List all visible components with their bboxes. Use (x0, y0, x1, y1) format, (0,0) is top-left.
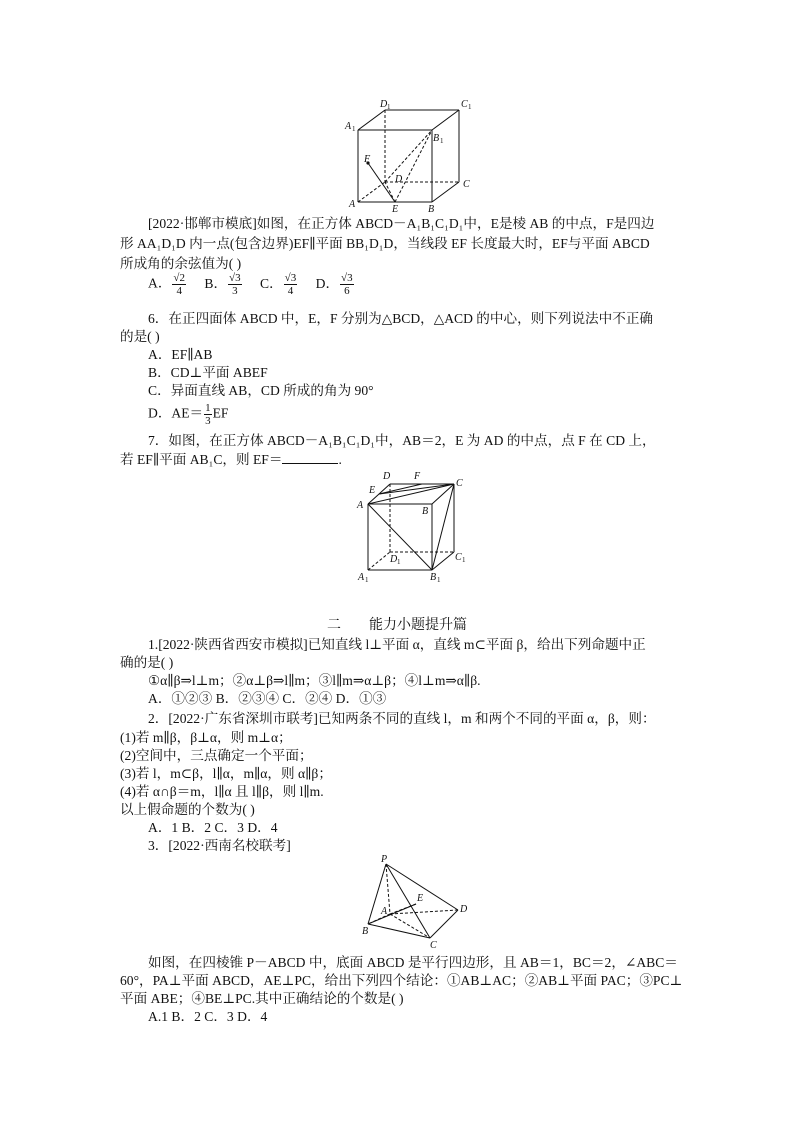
label-c: C (456, 478, 463, 489)
p1-stem-line2: 确的是( ) (120, 655, 174, 670)
q5-option-b-fraction: $\frac{√3}{3}$ (229, 272, 241, 297)
q6-option-d: D．AE＝ $\frac{1}{3}$ EF (148, 402, 229, 427)
label-p: P (381, 854, 388, 865)
label-b: B (428, 204, 435, 214)
svg-text:1: 1 (397, 558, 401, 566)
svg-text:1: 1 (440, 137, 444, 145)
pyramid-figure-p3 (362, 852, 472, 950)
p1-propositions: ①α∥β⇒l⊥m；②α⊥β⇒l∥m；③l∥m⇒α⊥β；④l⊥m⇒α∥β. (148, 673, 481, 688)
p2-statement-2: (2)空间中，三点确定一个平面； (120, 748, 313, 763)
p2-statement-4: (4)若 α∩β＝m，l∥α 且 l∥β，则 l∥m. (120, 784, 324, 799)
cube-figure-q7 (350, 466, 475, 584)
q5-stem-line1: [2022·邯郸市模底]如图，在正方体 ABCD－A₁B₁C₁D₁中，E是棱 AB 的中点，F是四边 (148, 216, 655, 231)
label-e: E (392, 204, 399, 214)
svg-text:1: 1 (387, 103, 391, 111)
section-title: 能力小题提升篇 (369, 618, 467, 633)
label-e: E (417, 893, 424, 904)
q5-option-c-fraction: $\frac{√3}{4}$ (284, 272, 297, 297)
p1-stem-line1: 1.[2022·陕西省西安市模拟]已知直线 l⊥平面 α，直线 m⊂平面 β，给出下列命题中正 (148, 637, 646, 652)
q5-stem-line2: 形 AA₁D₁D 内一点(包含边界)EF∥平面 BB₁D₁D，当线段 EF 长度最大时，EF与平面 ABCD (120, 236, 650, 251)
label-f: F (414, 471, 421, 482)
p2-stem: 2．[2022·广东省深圳市联考]已知两条不同的直线 l，m 和两个不同的平面 α，β，则： (148, 711, 656, 726)
label-d: D (383, 471, 391, 482)
p1-options: A．①②③ B．②③④ C．②④ D．①③ (148, 691, 387, 706)
p2-statement-1: (1)若 m∥β，β⊥α，则 m⊥α； (120, 730, 292, 745)
q5-stem-line3: 所成角的余弦值为( ) (120, 256, 242, 271)
svg-text:1: 1 (352, 125, 356, 133)
label-c: C (463, 179, 470, 190)
svg-text:1: 1 (462, 556, 466, 564)
label-a: A (381, 906, 388, 917)
section-heading (0, 617, 794, 635)
q6-stem-line1: 6．在正四面体 ABCD 中，E，F 分别为△BCD，△ACD 的中心，则下列说法中不正确 (148, 311, 654, 326)
p2-statement-3: (3)若 l，m⊂β，l∥α，m∥α，则 α∥β； (120, 766, 332, 781)
svg-text:1: 1 (437, 576, 441, 584)
label-f: F (364, 154, 371, 165)
p3-stem-line1: 如图，在四棱锥 P－ABCD 中，底面 ABCD 是平行四边形，且 AB＝1，BC＝2，∠ABC＝ (148, 955, 678, 970)
q6-option-d-fraction: $\frac{1}{3}$ (205, 402, 211, 427)
q5-options: A． $\frac{√2}{4}$ B． $\frac{√3}{3}$ C． $\frac{√3}{4}$ D． $\frac{√3}{6}$ (148, 272, 353, 297)
q6-option-b: B．CD⊥平面 ABEF (148, 365, 268, 380)
p2-ask: 以上假命题的个数为( ) (120, 802, 255, 817)
p3-stem-line3: 平面 ABE；④BE⊥PC.其中正确结论的个数是( ) (120, 991, 404, 1006)
p3-options: A.1 B．2 C．3 D．4 (148, 1009, 268, 1024)
p3-stem-line2: 60°，PA⊥平面 ABCD，AE⊥PC，给出下列四个结论：①AB⊥AC；②AB⊥平面 PAC；③PC⊥ (120, 973, 683, 988)
p2-options: A．1 B．2 C．3 D．4 (148, 820, 278, 835)
label-c1: C (455, 552, 462, 563)
label-a1: A (345, 121, 352, 132)
label-c1: C (461, 99, 468, 110)
cube-figure-q5 (340, 96, 490, 214)
label-d1: D (380, 99, 388, 110)
svg-text:1: 1 (365, 576, 369, 584)
q6-option-c: C．异面直线 AB，CD 所成的角为 90° (148, 383, 374, 398)
label-a1: A (358, 572, 365, 583)
q6-stem-line2: 的是( ) (120, 329, 160, 344)
q5-option-d-fraction: $\frac{√3}{6}$ (341, 272, 353, 297)
label-b1: B (433, 133, 440, 144)
q7-stem-line2: 若 EF∥平面 AB₁C，则 EF＝ . (120, 452, 342, 467)
label-a: A (349, 199, 356, 210)
label-c: C (430, 940, 437, 950)
svg-text:1: 1 (468, 103, 472, 111)
label-d1: D (390, 554, 398, 565)
q7-stem-line1: 7．如图，在正方体 ABCD－A₁B₁C₁D₁中，AB＝2，E 为 AD 的中点，点 F 在 CD 上， (148, 433, 656, 448)
q7-answer-blank[interactable] (282, 451, 338, 464)
label-b: B (422, 506, 429, 517)
label-a: A (357, 500, 364, 511)
section-number: 二 (327, 618, 341, 633)
label-d: D (395, 174, 403, 185)
label-d: D (460, 904, 468, 915)
q5-option-a-fraction: $\frac{√2}{4}$ (173, 272, 185, 297)
p3-head: 3．[2022·西南名校联考] (148, 838, 291, 853)
label-b1: B (430, 572, 437, 583)
label-e: E (369, 485, 376, 496)
label-b: B (362, 926, 369, 937)
q6-option-a: A．EF∥AB (148, 347, 213, 362)
